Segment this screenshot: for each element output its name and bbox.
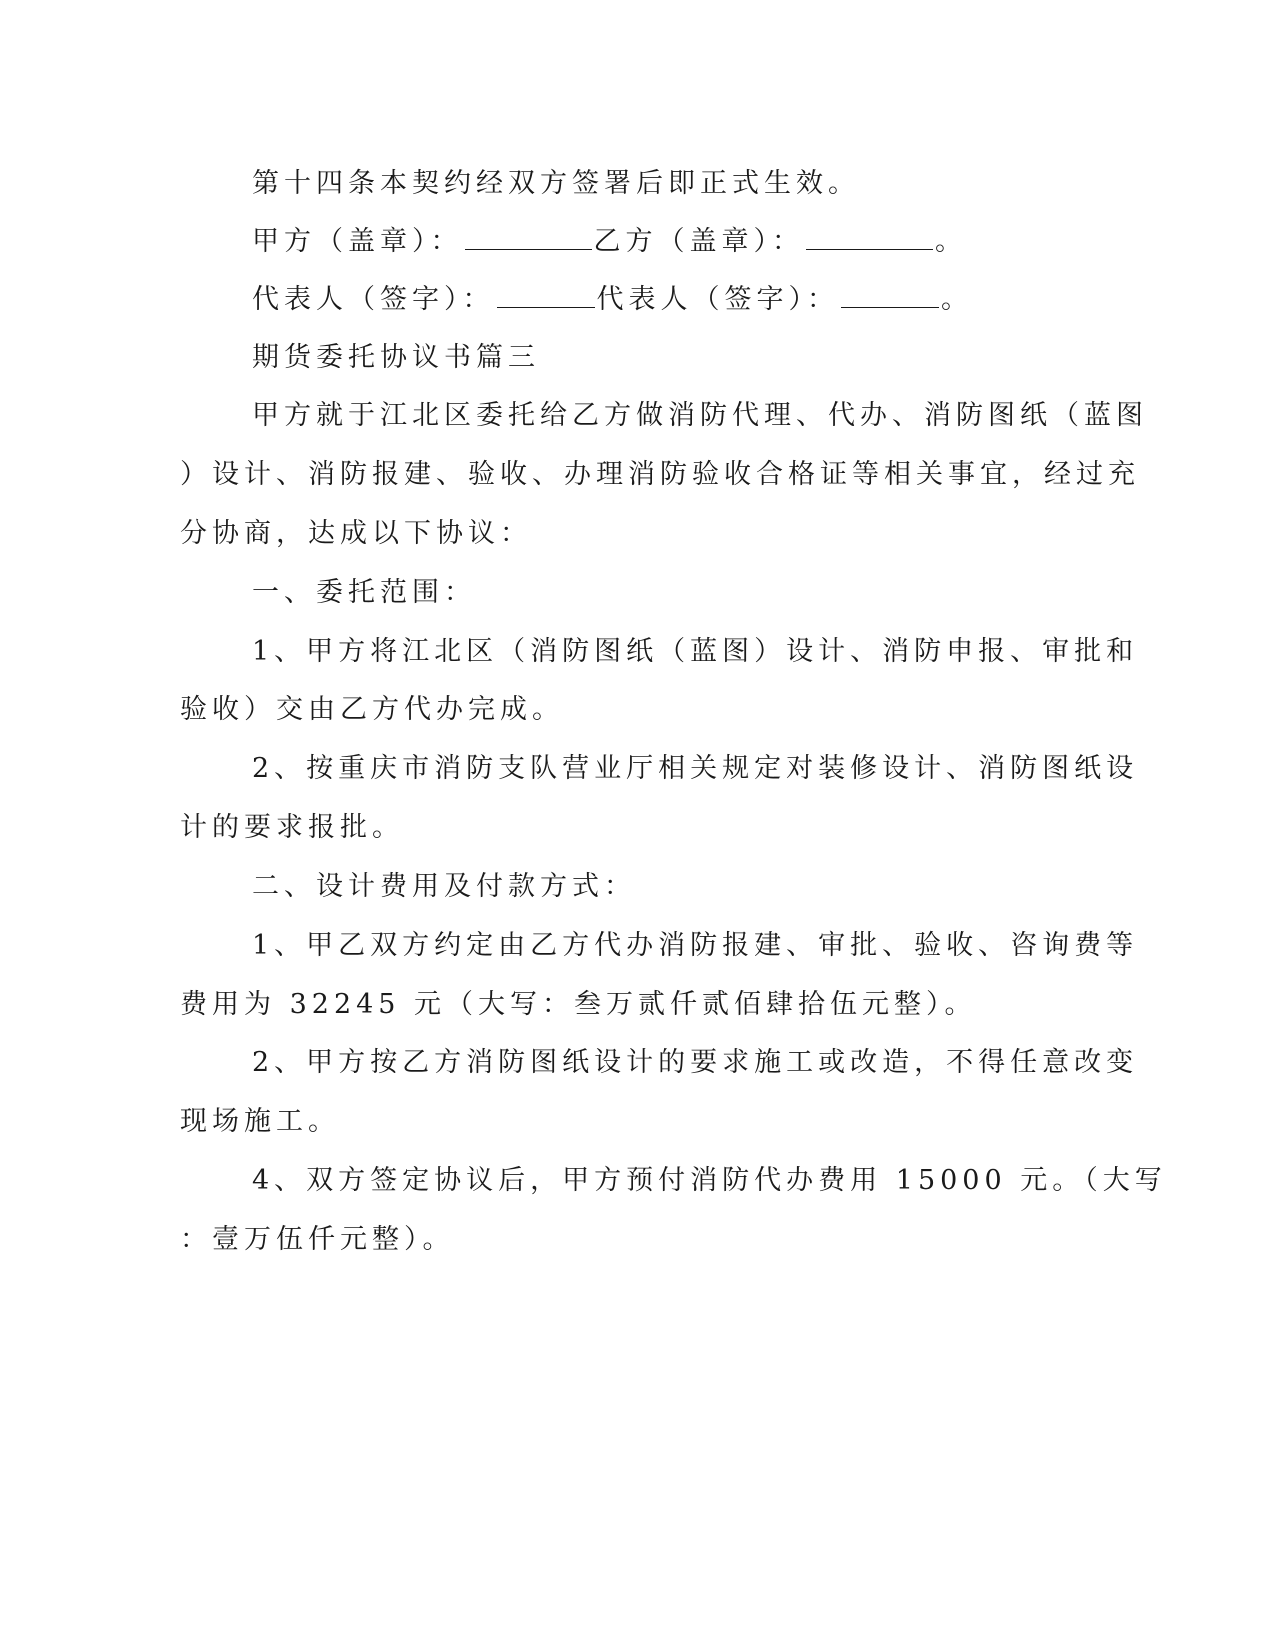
text: ）设计、消防报建、验收、办理消防验收合格证等相关事宜，经过充 bbox=[180, 459, 1140, 490]
paragraph-line bbox=[252, 634, 1275, 670]
text: 4、双方签定协议后，甲方预付消防代办费用 15000 元。（大写 bbox=[252, 1165, 1167, 1196]
paragraph-line bbox=[180, 692, 1275, 728]
paragraph-line bbox=[252, 928, 1275, 964]
text: ：壹万伍仟元整）。 bbox=[180, 1224, 455, 1255]
party-b-seal-label: 乙方（盖章）： bbox=[593, 226, 804, 257]
text: 甲方就于江北区委托给乙方做消防代理、代办、消防图纸（蓝图 bbox=[252, 400, 1148, 431]
text: 验收）交由乙方代办完成。 bbox=[180, 694, 564, 725]
text: 第十四条本契约经双方签署后即正式生效。 bbox=[252, 168, 860, 199]
period: 。 bbox=[941, 284, 973, 315]
paragraph-line bbox=[180, 987, 1275, 1023]
party-a-seal-label: 甲方（盖章）： bbox=[252, 226, 463, 257]
text: 期货委托协议书篇三 bbox=[252, 342, 540, 373]
text: 计的要求报批。 bbox=[180, 812, 404, 843]
text: 1、甲方将江北区（消防图纸（蓝图）设计、消防申报、审批和 bbox=[252, 636, 1139, 667]
text: 二、设计费用及付款方式： bbox=[252, 871, 636, 902]
paragraph-line bbox=[180, 1222, 1275, 1258]
party-a-rep-label: 代表人（签字）： bbox=[252, 284, 495, 315]
party-b-seal-blank bbox=[806, 227, 933, 250]
paragraph-line bbox=[252, 1163, 1275, 1199]
section-heading bbox=[252, 340, 1275, 376]
text: 分协商，达成以下协议： bbox=[180, 518, 532, 549]
signature-line-representative bbox=[252, 282, 1275, 318]
section-heading bbox=[252, 869, 1275, 905]
text: 2、按重庆市消防支队营业厅相关规定对装修设计、消防图纸设 bbox=[252, 753, 1139, 784]
signature-line-seal bbox=[252, 224, 1275, 260]
text: 现场施工。 bbox=[180, 1106, 340, 1137]
paragraph-line bbox=[252, 1045, 1275, 1081]
text: 2、甲方按乙方消防图纸设计的要求施工或改造，不得任意改变 bbox=[252, 1047, 1139, 1078]
party-a-rep-blank bbox=[497, 285, 595, 308]
paragraph-line bbox=[180, 1104, 1275, 1140]
section-heading bbox=[252, 575, 1275, 611]
paragraph-line bbox=[180, 810, 1275, 846]
text: 费用为 32245 元（大写：叁万贰仟贰佰肆拾伍元整）。 bbox=[180, 989, 977, 1020]
paragraph-line bbox=[180, 516, 1275, 552]
paragraph-line bbox=[252, 751, 1275, 787]
paragraph-line bbox=[252, 166, 1275, 202]
text: 一、委托范围： bbox=[252, 577, 476, 608]
text: 1、甲乙双方约定由乙方代办消防报建、审批、验收、咨询费等 bbox=[252, 930, 1139, 961]
paragraph-line bbox=[252, 398, 1275, 434]
party-b-rep-label: 代表人（签字）： bbox=[596, 284, 839, 315]
party-b-rep-blank bbox=[841, 285, 939, 308]
party-a-seal-blank bbox=[465, 227, 592, 250]
paragraph-line bbox=[180, 457, 1275, 493]
period: 。 bbox=[935, 226, 967, 257]
